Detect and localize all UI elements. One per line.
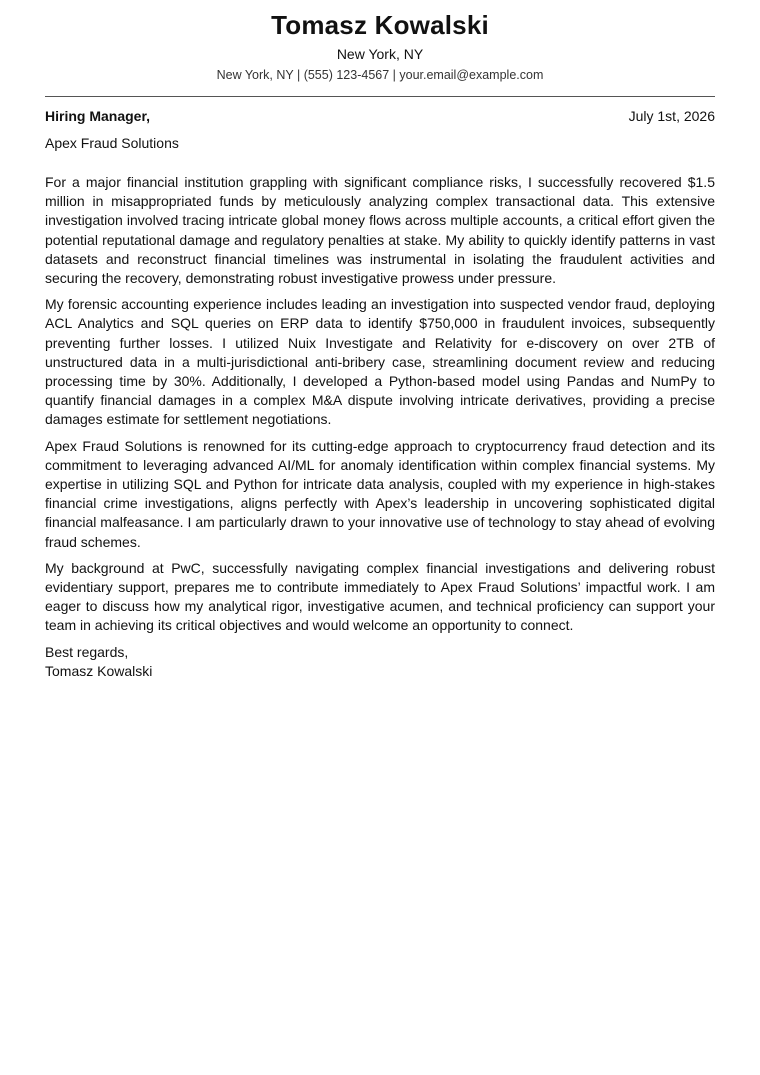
recipient-date-row (45, 106, 715, 126)
applicant-location: New York, NY (336, 46, 424, 62)
body-paragraph: My forensic accounting experience includes leading an investigation into suspected vendor fraud, deploying ACL Analytics and SQL queries on ERP data to identify $750,000 in fraudulent invoices, subsequently preventing further losses. I utilized Nuix Investigate and Relativity for e-discovery on over 2TB of unstructured data in a multi-jurisdictional anti-bribery case, streamlining document review and reducing processing time by 30%. Additionally, I developed a Python-based model using Pandas and NumPy to quantify financial damages in a complex M&A dispute involving intricate derivatives, providing a precise damages estimate for settlement negotiations. (45, 296, 715, 428)
recipient-salutation: Hiring Manager, (45, 108, 151, 124)
applicant-name: Tomasz Kowalski (271, 10, 489, 40)
applicant-contact-line: New York, NY | (555) 123-4567 | your.email@example.com (216, 68, 544, 82)
letter-header (45, 0, 715, 84)
header-divider (45, 96, 715, 97)
body-paragraph: For a major financial institution grappling with significant compliance risks, I successfully recovered $1.5 million in misappropriated funds by meticulously analyzing complex transactional data. This extensive investigation involved tracing intricate global money flows across multiple accounts, a critical effort given the potential reputational damage and regulatory penalties at stake. My ability to quickly identify patterns in vast datasets and reconstruct financial timelines was instrumental in isolating the fraudulent activities and securing the recovery, demonstrating robust investigative prowess under pressure. (45, 174, 715, 287)
signature-name: Tomasz Kowalski (45, 662, 153, 679)
letter-closing-block (45, 643, 715, 681)
body-paragraph: Apex Fraud Solutions is renowned for its cutting-edge approach to cryptocurrency fraud detection and its commitment to leveraging advanced AI/ML for anomaly identification within complex financial systems. My expertise in utilizing SQL and Python for intricate data analysis, coupled with my experience in high-stakes financial crime investigations, aligns perfectly with Apex’s leadership in uncovering sophisticated digital financial malfeasance. I am particularly drawn to your innovative use of technology to stay ahead of evolving fraud schemes. (45, 437, 715, 550)
body-paragraph: My background at PwC, successfully navigating complex financial investigations and delivering robust evidentiary support, prepares me to contribute immediately to Apex Fraud Solutions’ impactful work. I am eager to discuss how my analytical rigor, investigative acumen, and technical proficiency can support your team in achieving its critical objectives and would welcome an opportunity to connect. (45, 559, 715, 634)
letter-body (45, 173, 715, 636)
closing-phrase: Best regards, (45, 643, 129, 660)
letter-date: July 1st, 2026 (628, 108, 715, 124)
recipient-company: Apex Fraud Solutions (45, 135, 179, 151)
